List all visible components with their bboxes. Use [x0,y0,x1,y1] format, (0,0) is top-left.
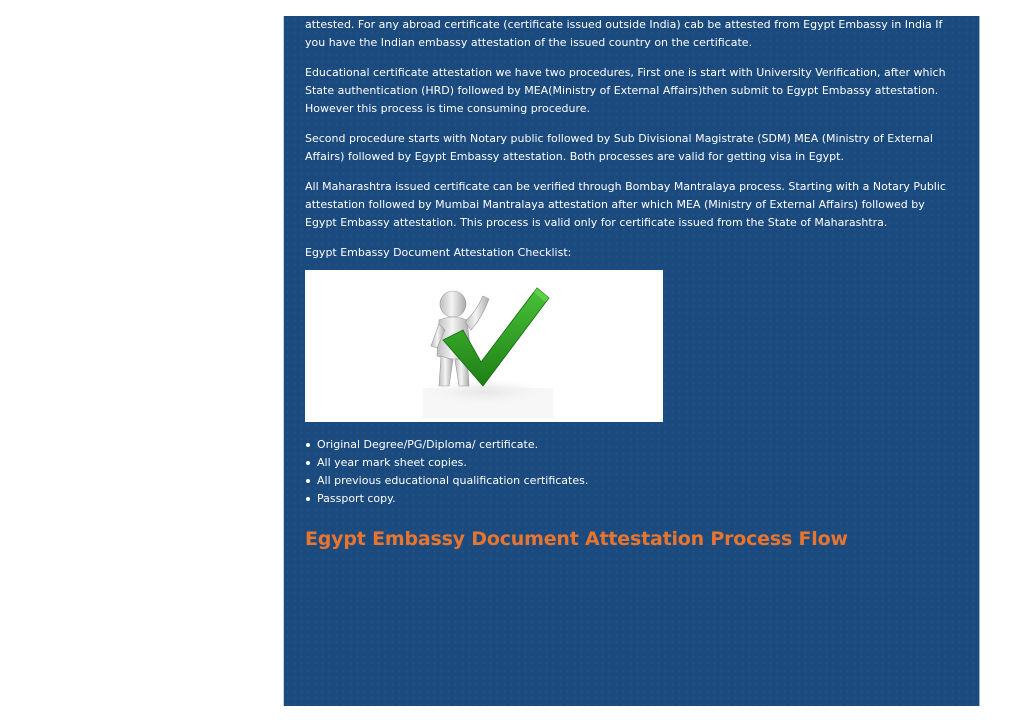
article-panel [284,16,979,706]
list-item: All year mark sheet copies. [317,454,955,472]
checklist [305,436,955,508]
checklist-image [305,270,663,422]
list-item: Passport copy. [317,490,955,508]
article-content [305,16,955,552]
person-checkmark-icon [305,270,663,422]
list-item: Original Degree/PG/Diploma/ certificate. [317,436,955,454]
paragraph-educational-procedure: Educational certificate attestation we have two procedures, First one is start with University Verification, after which State authentication (HRD) followed by MEA(Ministry of External Affairs)then submit to Egypt Embassy attestation. However this process is time consuming procedure. [305,66,946,115]
list-item: All previous educational qualification certificates. [317,472,955,490]
process-flow-heading: Egypt Embassy Document Attestation Process Flow [305,528,848,550]
checklist-intro: Egypt Embassy Document Attestation Checklist: [305,246,572,259]
paragraph-second-procedure: Second procedure starts with Notary public followed by Sub Divisional Magistrate (SDM) MEA (Ministry of External Affairs) followed by Egypt Embassy attestation. Both processes are valid for getting visa in Egypt. [305,132,933,163]
paragraph-abroad-certificate: attested. For any abroad certificate (certificate issued outside India) cab be attested from Egypt Embassy in India If you have the Indian embassy attestation of the issued country on the certificate. [305,18,943,49]
paragraph-maharashtra: All Maharashtra issued certificate can be verified through Bombay Mantralaya process. Starting with a Notary Public attestation followed by Mumbai Mantralaya attestation after which MEA (Ministry of External Affairs) followed by Egypt Embassy attestation. This process is valid only for certificate issued from the State of Maharashtra. [305,180,946,229]
